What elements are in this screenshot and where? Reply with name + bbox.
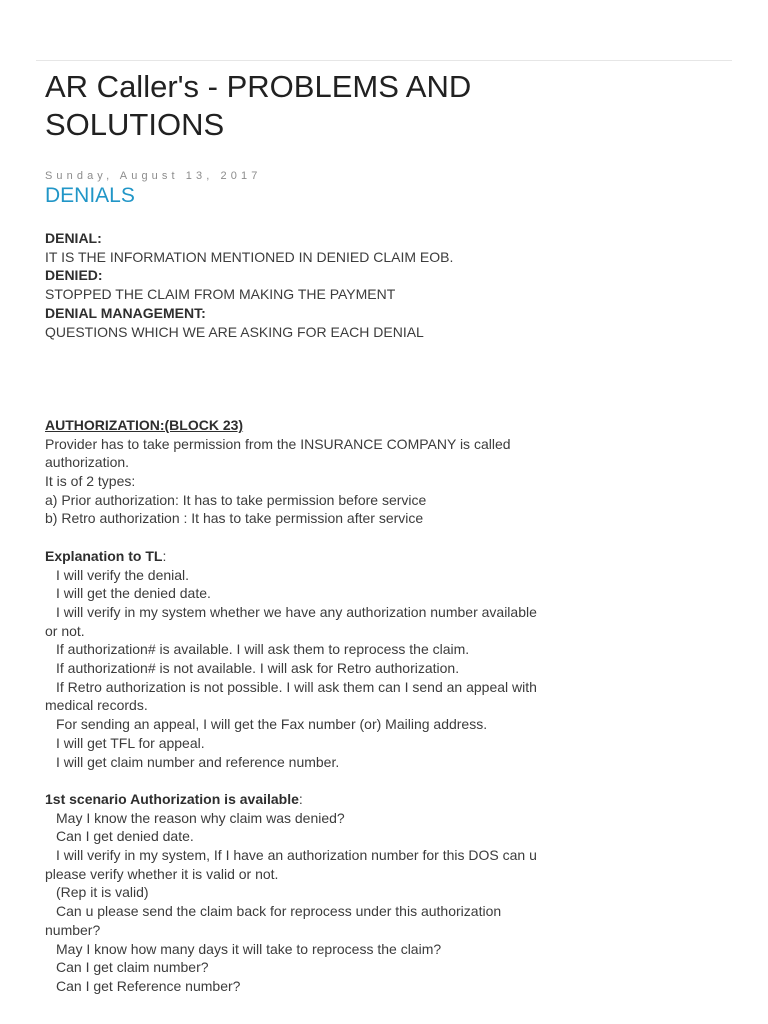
list-item-continuation: or not. bbox=[45, 622, 85, 639]
list-item: (Rep it is valid) bbox=[56, 884, 149, 901]
list-item: Can u please send the claim back for reprocess under this authorization bbox=[56, 903, 502, 920]
list-item: For sending an appeal, I will get the Fax number (or) Mailing address. bbox=[56, 716, 488, 733]
list-item: Can I get denied date. bbox=[56, 828, 194, 845]
list-item: I will verify in my system whether we have any authorization number available bbox=[56, 603, 537, 620]
denied-label: DENIED: bbox=[45, 267, 103, 284]
list-item: I will verify in my system, If I have an authorization number for this DOS can u bbox=[56, 847, 537, 864]
authorization-line: authorization. bbox=[45, 454, 130, 471]
blog-title[interactable]: AR Caller's - PROBLEMS AND SOLUTIONS bbox=[45, 69, 472, 142]
denied-text: STOPPED THE CLAIM FROM MAKING THE PAYMENT bbox=[45, 286, 396, 303]
denial-management-text: QUESTIONS WHICH WE ARE ASKING FOR EACH DENIAL bbox=[45, 323, 424, 340]
denial-label: DENIAL: bbox=[45, 230, 102, 246]
list-item: Can I get Reference number? bbox=[56, 977, 241, 994]
list-item: I will get claim number and reference number. bbox=[56, 753, 340, 770]
post-title[interactable]: DENIALS bbox=[45, 184, 135, 207]
authorization-line: It is of 2 types: bbox=[45, 473, 136, 490]
list-item-continuation: number? bbox=[45, 921, 101, 938]
list-item-continuation: please verify whether it is valid or not. bbox=[45, 865, 279, 882]
authorization-line: Provider has to take permission from the INSURANCE COMPANY is called bbox=[45, 435, 511, 452]
denial-text: IT IS THE INFORMATION MENTIONED IN DENIED CLAIM EOB. bbox=[45, 248, 454, 265]
list-item: If authorization# is not available. I will ask for Retro authorization. bbox=[56, 660, 460, 677]
list-item: May I know how many days it will take to reprocess the claim? bbox=[56, 940, 442, 957]
denial-management-label: DENIAL MANAGEMENT: bbox=[45, 304, 206, 321]
list-item: I will get TFL for appeal. bbox=[56, 734, 205, 751]
authorization-line: b) Retro authorization : It has to take permission after service bbox=[45, 510, 424, 527]
list-item: If Retro authorization is not possible. I will ask them can I send an appeal with bbox=[56, 678, 537, 695]
post-date: Sunday, August 13, 2017 bbox=[45, 170, 262, 182]
list-item: If authorization# is available. I will ask them to reprocess the claim. bbox=[56, 641, 470, 658]
header-divider bbox=[36, 60, 732, 61]
list-item: I will verify the denial. bbox=[56, 566, 190, 583]
explanation-heading: Explanation to TL: bbox=[45, 547, 167, 564]
list-item: I will get the denied date. bbox=[56, 585, 211, 602]
scenario-heading: 1st scenario Authorization is available: bbox=[45, 790, 303, 807]
post-body bbox=[45, 229, 590, 996]
list-item-continuation: medical records. bbox=[45, 697, 148, 714]
authorization-heading: AUTHORIZATION:(BLOCK 23) bbox=[45, 416, 244, 433]
list-item: Can I get claim number? bbox=[56, 959, 209, 976]
authorization-line: a) Prior authorization: It has to take permission before service bbox=[45, 491, 427, 508]
list-item: May I know the reason why claim was denied? bbox=[56, 809, 345, 826]
